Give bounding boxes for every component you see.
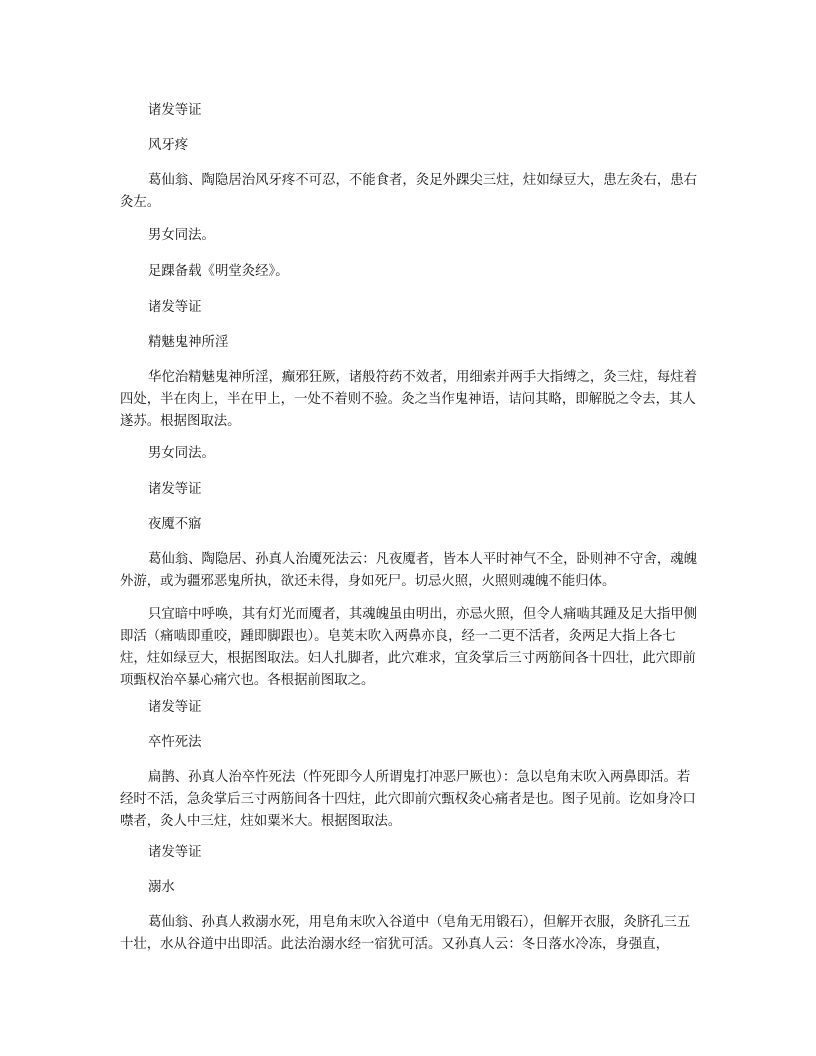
section-heading: 诸发等证	[148, 103, 202, 118]
paragraph: 葛仙翁、陶隐居、孙真人治魇死法云：凡夜魇者，皆本人平时神气不全，卧则神不守舍，魂魄外游，或为疆邪恶鬼所执，欲还未得，身如死尸。切忌火照，火照则魂魄不能归体。	[120, 552, 698, 589]
note-line: 男女同法。	[148, 446, 215, 461]
paragraph: 葛仙翁、陶隐居治风牙疼不可忍，不能食者，灸足外踝尖三炷，炷如绿豆大，患左灸右，患右灸左。	[120, 173, 698, 210]
note-line: 足踝备载《明堂灸经》。	[148, 264, 289, 279]
section-heading: 诸发等证	[148, 482, 202, 497]
paragraph: 葛仙翁、孙真人救溺水死，用皂角末吹入谷道中（皂角无用锻石），但解开衣服，灸脐孔三五十壮，水从谷道中出即活。此法治溺水经一宿犹可活。又孙真人云：冬日落水冷冻，身强直，	[120, 915, 691, 952]
topic-heading: 夜魇不寤	[148, 517, 202, 532]
topic-heading: 卒忤死法	[148, 735, 202, 750]
paragraph: 只宜暗中呼唤，其有灯光而魇者，其魂魄虽由明出，亦忌火照，但令人痛啮其踵及足大指甲侧即活（痛啮即重咬，踵即脚跟也）。皂荚末吹入两鼻亦良，经一二更不活者，灸两足大指上各七炷，炷如绿豆大，根据图取法。妇人扎脚者，此穴难求，宜灸掌后三寸两筋间各十四壮，此穴即前项甄权治卒暴心痛穴也。各根据前图取之。	[120, 607, 698, 688]
section-heading: 诸发等证	[148, 845, 202, 860]
paragraph: 华佗治精魅鬼神所淫，癫邪狂厥，诸般符药不效者，用细索并两手大指缚之，灸三炷，每炷着四处，半在肉上，半在甲上，一处不着则不验。灸之当作鬼神语，诘问其略，即解脱之令去，其人遂苏。根据图取法。	[120, 370, 698, 429]
section-heading: 诸发等证	[148, 700, 202, 715]
topic-heading: 溺水	[148, 880, 175, 895]
section-heading: 诸发等证	[148, 300, 202, 315]
paragraph: 扁鹊、孙真人治卒忤死法（忤死即今人所谓鬼打冲恶尸厥也）：急以皂角末吹入两鼻即活。若经时不活，急灸掌后三寸两筋间各十四炷，此穴即前穴甄权灸心痛者是也。图子见前。讫如身冷口噤者，灸人中三炷，炷如粟米大。根据图取法。	[120, 770, 696, 829]
topic-heading: 精魅鬼神所淫	[148, 335, 229, 350]
note-line: 男女同法。	[148, 228, 215, 243]
topic-heading: 风牙疼	[148, 138, 189, 153]
